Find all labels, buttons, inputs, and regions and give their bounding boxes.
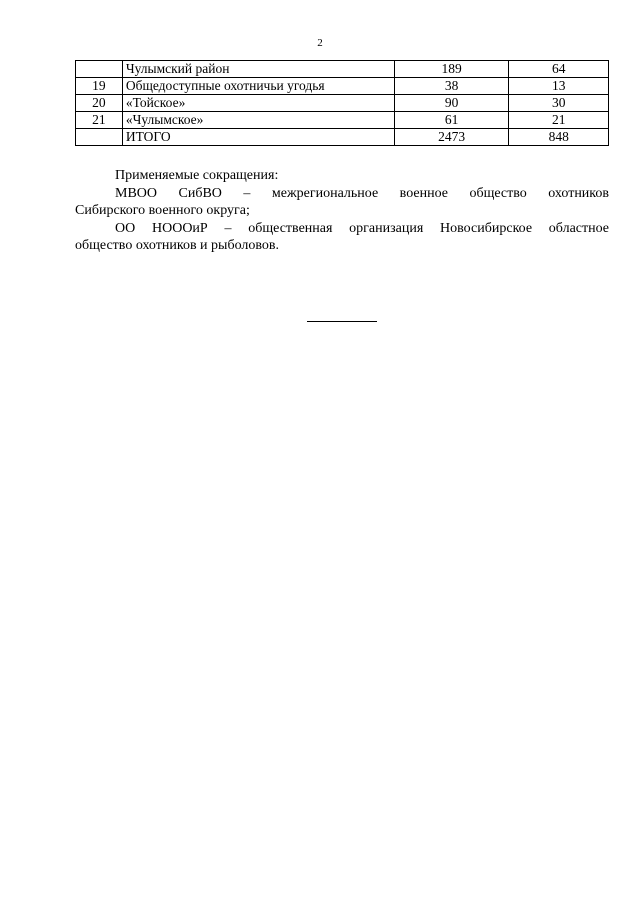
abbreviations-section: [75, 167, 609, 255]
row-value-b: 64: [509, 61, 609, 78]
data-table: [75, 60, 609, 146]
row-number: 21: [76, 112, 123, 129]
table-row-total: [76, 129, 609, 146]
row-number: [76, 61, 123, 78]
row-value-a: 90: [394, 95, 509, 112]
abbreviation-noooir-line2: общество охотников и рыболовов.: [75, 238, 279, 253]
row-value-b: 30: [509, 95, 609, 112]
row-name: ИТОГО: [122, 129, 394, 146]
table-row: [76, 112, 609, 129]
table-row: [76, 78, 609, 95]
row-value-a: 189: [394, 61, 509, 78]
abbreviation-noooir-line1: ОО НОООиР – общественная организация Новосибирское областное: [115, 220, 609, 236]
row-number: 19: [76, 78, 123, 95]
page-number: 2: [317, 37, 323, 49]
row-value-b: 21: [509, 112, 609, 129]
row-name: «Тойское»: [122, 95, 394, 112]
table-row: [76, 95, 609, 112]
row-value-a: 61: [394, 112, 509, 129]
abbreviations-heading: Применяемые сокращения:: [115, 168, 279, 183]
row-number: 20: [76, 95, 123, 112]
row-value-a: 2473: [394, 129, 509, 146]
row-value-a: 38: [394, 78, 509, 95]
table-row: [76, 61, 609, 78]
end-divider: [307, 321, 377, 322]
abbreviation-mvoo-line1: МВОО СибВО – межрегиональное военное общество охотников: [115, 185, 609, 201]
row-name: Общедоступные охотничьи угодья: [122, 78, 394, 95]
row-name: Чулымский район: [122, 61, 394, 78]
row-name: «Чулымское»: [122, 112, 394, 129]
row-value-b: 848: [509, 129, 609, 146]
row-value-b: 13: [509, 78, 609, 95]
abbreviation-mvoo-line2: Сибирского военного округа;: [75, 203, 250, 218]
row-number: [76, 129, 123, 146]
